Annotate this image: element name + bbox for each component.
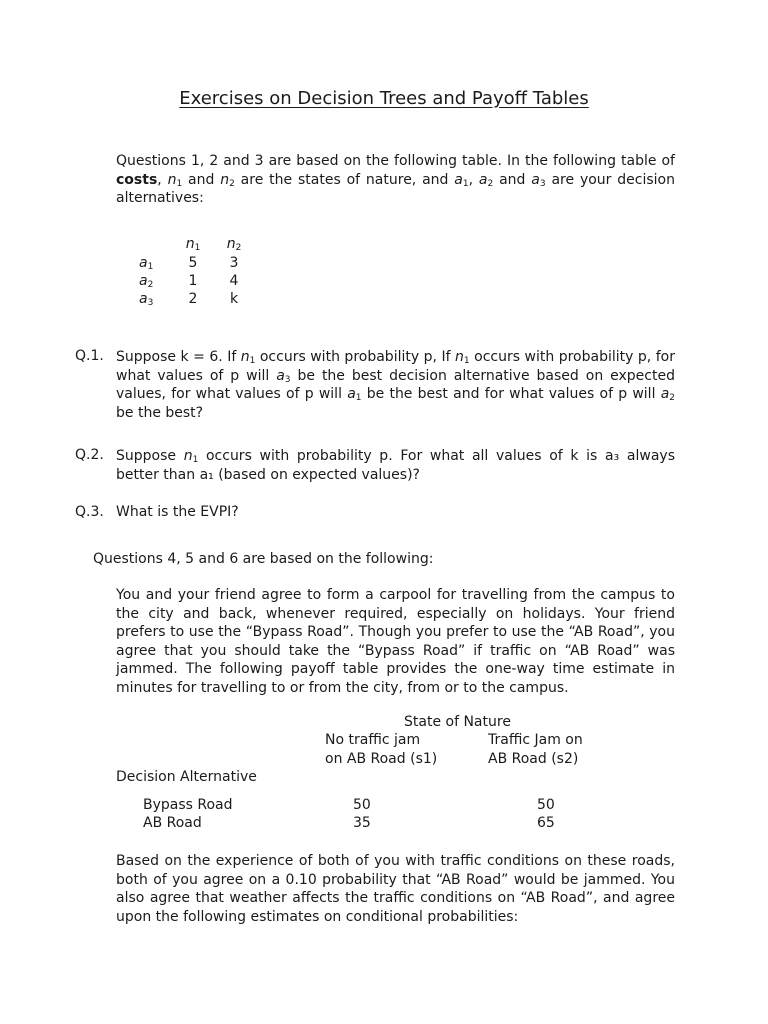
var-n: n xyxy=(183,448,193,464)
table-cell: 2 xyxy=(188,291,198,307)
table-cell: 1 xyxy=(188,273,198,289)
var-n: n xyxy=(220,171,230,188)
var-a: a xyxy=(347,386,356,402)
cost-table-row-label xyxy=(139,273,153,289)
subscript: 3 xyxy=(147,298,154,308)
intro-text: , xyxy=(157,171,168,188)
cost-table-row-label xyxy=(139,291,153,307)
var-a: a xyxy=(478,171,488,188)
var-a: a xyxy=(531,171,540,188)
page-title: Exercises on Decision Trees and Payoff Tables xyxy=(179,88,589,109)
table-cell: k xyxy=(229,291,239,307)
var-a: a xyxy=(660,386,670,402)
subscript: 1 xyxy=(249,356,256,366)
var-a: a xyxy=(276,367,285,384)
subscript: 1 xyxy=(176,178,183,189)
subscript: 1 xyxy=(462,178,469,189)
intro-text: are your decision alternatives: xyxy=(116,171,675,206)
section-intro: Questions 4, 5 and 6 are based on the following: xyxy=(93,551,434,567)
subscript: 1 xyxy=(355,393,362,403)
payoff-col-header: No traffic jam xyxy=(325,732,421,748)
intro-text: and xyxy=(493,171,532,188)
subscript: 1 xyxy=(194,243,201,253)
payoff-row-label: AB Road xyxy=(143,815,202,831)
table-cell: 35 xyxy=(353,815,371,831)
question-number: Q.1. xyxy=(75,348,104,364)
table-cell: 50 xyxy=(537,797,555,813)
table-cell: 3 xyxy=(229,255,239,271)
intro-text: and xyxy=(182,171,221,188)
subscript: 2 xyxy=(147,280,154,290)
subscript: 2 xyxy=(235,243,242,253)
var-a: a xyxy=(139,255,148,271)
payoff-col-header: Traffic Jam on xyxy=(488,732,583,748)
intro-bold-costs: costs xyxy=(116,171,158,188)
question-3-text: What is the EVPI? xyxy=(116,504,239,520)
var-n: n xyxy=(226,236,236,252)
intro-text: Questions 1, 2 and 3 are based on the following table. In the following table of xyxy=(116,153,675,169)
q1-text: occurs with probability p, If xyxy=(255,349,456,365)
subscript: 3 xyxy=(284,374,291,385)
intro-text: , xyxy=(468,171,479,188)
cost-table-row-label xyxy=(139,255,153,271)
intro-text: are the states of nature, and xyxy=(234,171,455,188)
payoff-row-header: Decision Alternative xyxy=(116,769,257,785)
q2-text: occurs with probability p. For what all values of k is a₃ always better than a₁ (based on expected values)? xyxy=(116,448,675,483)
question-1-text xyxy=(116,348,675,422)
q2-text: Suppose xyxy=(116,448,184,464)
var-a: a xyxy=(139,291,148,307)
var-n: n xyxy=(167,171,177,188)
payoff-state-header: State of Nature xyxy=(404,714,511,730)
subscript: 3 xyxy=(539,178,546,189)
q1-text: occurs with probability p, for what values of p will xyxy=(116,349,675,384)
payoff-col-header: AB Road (s2) xyxy=(488,751,579,767)
var-a: a xyxy=(454,171,463,188)
q1-text: Suppose k = 6. If xyxy=(116,349,241,365)
payoff-row-label: Bypass Road xyxy=(143,797,233,813)
subscript: 1 xyxy=(147,262,154,272)
q1-text: be the best decision alternative based on expected values, for what values of p will xyxy=(116,367,675,402)
table-cell: 4 xyxy=(229,273,239,289)
cost-table-header xyxy=(214,236,254,252)
cost-table-header xyxy=(173,236,213,252)
payoff-col-header: on AB Road (s1) xyxy=(325,751,438,767)
var-n: n xyxy=(455,349,464,365)
table-cell: 5 xyxy=(188,255,198,271)
q1-text: be the best? xyxy=(116,404,204,421)
conditional-probability-paragraph: Based on the experience of both of you with traffic conditions on these roads, both of you agree on a 0.10 probability that “AB Road” would be jammed. You also agree that weather affects the traffic conditions on “AB Road”, and agree upon the following estimates on conditional probabilities: xyxy=(116,853,675,925)
q1-text: be the best and for what values of p will xyxy=(361,386,661,402)
table-cell: 65 xyxy=(537,815,555,831)
subscript: 2 xyxy=(487,178,494,189)
var-n: n xyxy=(185,236,195,252)
var-n: n xyxy=(240,349,250,365)
intro-paragraph xyxy=(116,152,675,208)
subscript: 2 xyxy=(229,178,235,189)
table-cell: 50 xyxy=(353,797,371,813)
subscript: 1 xyxy=(463,356,470,366)
subscript: 1 xyxy=(192,455,199,465)
var-a: a xyxy=(139,273,148,289)
carpool-paragraph: You and your friend agree to form a carpool for travelling from the campus to the city and back, whenever required, especially on holidays. Your friend prefers to use the “Bypass Road”. Though you prefer to use the “AB Road”, you agree that you should take the “Bypass Road” if traffic on “AB Road” was jammed. The following payoff table provides the one-way time estimate in minutes for travelling to or from the city, from or to the campus. xyxy=(116,587,675,696)
question-number: Q.3. xyxy=(75,504,104,520)
question-2-text xyxy=(116,447,675,484)
subscript: 2 xyxy=(669,393,676,403)
question-number: Q.2. xyxy=(75,447,104,463)
